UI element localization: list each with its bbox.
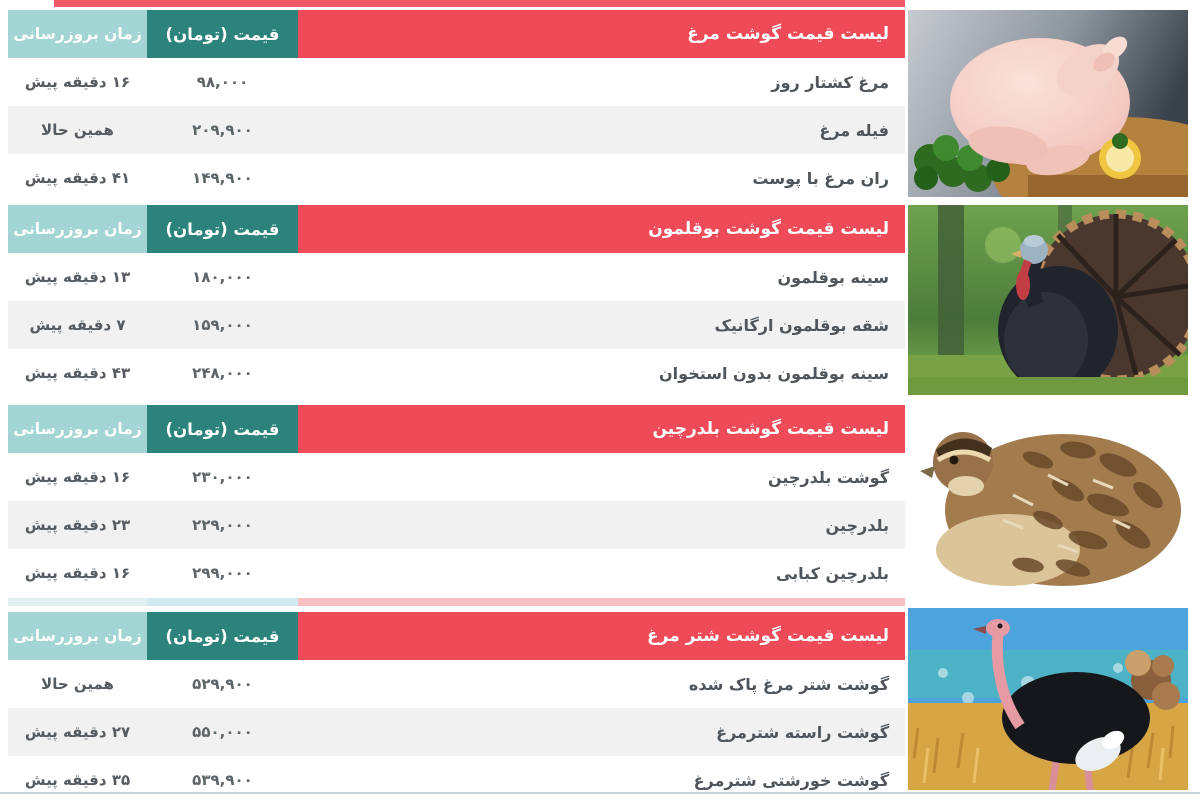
bottom-margin bbox=[0, 794, 1200, 800]
table-title-label: لیست قیمت گوشت شتر مرغ bbox=[647, 626, 889, 646]
price-cell: ۵۳۹,۹۰۰ bbox=[192, 771, 253, 789]
top-red-strip bbox=[54, 0, 905, 7]
update-time-cell: ۳۵ دقیقه پیش bbox=[24, 771, 131, 789]
faded-header-strip bbox=[8, 598, 905, 606]
table-header-row bbox=[8, 405, 905, 453]
product-name-cell: فیله مرغ bbox=[819, 120, 889, 140]
time-column-header: زمان بروزرسانی bbox=[8, 10, 147, 58]
update-time-cell: ۱۶ دقیقه پیش bbox=[24, 73, 131, 91]
table-row bbox=[8, 154, 905, 202]
price-cell: ۲۹۹,۰۰۰ bbox=[192, 564, 253, 582]
quail-bird-photo bbox=[908, 400, 1188, 593]
update-time-cell: همین حالا bbox=[41, 121, 114, 139]
price-cell: ۱۵۹,۰۰۰ bbox=[192, 316, 253, 334]
faded-teal-segment bbox=[147, 598, 298, 606]
table-title bbox=[298, 612, 905, 660]
table-title-label: لیست قیمت گوشت بوقلمون bbox=[648, 219, 889, 239]
update-time-cell: ۴۱ دقیقه پیش bbox=[24, 169, 131, 187]
price-table-turkey bbox=[8, 205, 905, 397]
table-row bbox=[8, 58, 905, 106]
product-name-cell: گوشت خورشتی شترمرغ bbox=[693, 770, 889, 790]
table-row bbox=[8, 301, 905, 349]
faded-light-teal-segment bbox=[8, 598, 147, 606]
price-cell: ۲۳۰,۰۰۰ bbox=[192, 468, 253, 486]
price-column-header: قیمت (تومان) bbox=[147, 10, 298, 58]
price-table-chicken bbox=[8, 10, 905, 202]
product-name-cell: بلدرچین bbox=[825, 515, 889, 535]
update-time-cell: ۷ دقیقه پیش bbox=[29, 316, 126, 334]
chicken-illustration bbox=[908, 10, 1188, 197]
table-row bbox=[8, 501, 905, 549]
table-row bbox=[8, 549, 905, 597]
time-column-header: زمان بروزرسانی bbox=[8, 405, 147, 453]
price-table-ostrich bbox=[8, 612, 905, 804]
time-column-header: زمان بروزرسانی bbox=[8, 612, 147, 660]
table-row bbox=[8, 253, 905, 301]
price-column-header: قیمت (تومان) bbox=[147, 205, 298, 253]
product-name-cell: گوشت راسته شترمرغ bbox=[716, 722, 889, 742]
price-table-quail bbox=[8, 405, 905, 597]
update-time-cell: همین حالا bbox=[41, 675, 114, 693]
table-row bbox=[8, 349, 905, 397]
update-time-cell: ۴۳ دقیقه پیش bbox=[24, 364, 131, 382]
quail-illustration bbox=[908, 400, 1188, 593]
update-time-cell: ۱۳ دقیقه پیش bbox=[24, 268, 131, 286]
price-column-header: قیمت (تومان) bbox=[147, 405, 298, 453]
product-name-cell: بلدرچین کبابی bbox=[775, 563, 889, 583]
table-title bbox=[298, 205, 905, 253]
table-row bbox=[8, 708, 905, 756]
product-name-cell: سینه بوقلمون bbox=[777, 267, 889, 287]
product-name-cell: شقه بوقلمون ارگانیک bbox=[714, 315, 889, 335]
price-cell: ۵۵۰,۰۰۰ bbox=[192, 723, 253, 741]
raw-whole-chicken-photo bbox=[908, 10, 1188, 197]
product-name-cell: سینه بوقلمون بدون استخوان bbox=[659, 363, 889, 383]
price-cell: ۹۸,۰۰۰ bbox=[196, 73, 249, 91]
product-name-cell: گوشت شتر مرغ پاک شده bbox=[688, 674, 889, 694]
price-cell: ۲۰۹,۹۰۰ bbox=[192, 121, 253, 139]
price-cell: ۲۲۹,۰۰۰ bbox=[192, 516, 253, 534]
turkey-illustration bbox=[908, 205, 1188, 395]
price-column-header: قیمت (تومان) bbox=[147, 612, 298, 660]
table-row bbox=[8, 660, 905, 708]
table-title-label: لیست قیمت گوشت بلدرچین bbox=[652, 419, 889, 439]
update-time-cell: ۲۳ دقیقه پیش bbox=[24, 516, 131, 534]
faded-red-segment bbox=[298, 598, 905, 606]
price-cell: ۱۸۰,۰۰۰ bbox=[192, 268, 253, 286]
ostrich-illustration bbox=[908, 608, 1188, 790]
update-time-cell: ۱۶ دقیقه پیش bbox=[24, 468, 131, 486]
product-name-cell: مرغ کشتار روز bbox=[771, 72, 889, 92]
table-title-label: لیست قیمت گوشت مرغ bbox=[687, 24, 889, 44]
ostrich-bird-photo bbox=[908, 608, 1188, 790]
time-column-header: زمان بروزرسانی bbox=[8, 205, 147, 253]
turkey-bird-photo bbox=[908, 205, 1188, 395]
product-name-cell: گوشت بلدرچین bbox=[767, 467, 889, 487]
table-title bbox=[298, 405, 905, 453]
update-time-cell: ۲۷ دقیقه پیش bbox=[24, 723, 131, 741]
table-title bbox=[298, 10, 905, 58]
price-cell: ۲۴۸,۰۰۰ bbox=[192, 364, 253, 382]
table-header-row bbox=[8, 205, 905, 253]
table-row bbox=[8, 106, 905, 154]
table-header-row bbox=[8, 612, 905, 660]
price-cell: ۱۴۹,۹۰۰ bbox=[192, 169, 253, 187]
update-time-cell: ۱۶ دقیقه پیش bbox=[24, 564, 131, 582]
table-row bbox=[8, 453, 905, 501]
table-header-row bbox=[8, 10, 905, 58]
product-name-cell: ران مرغ با پوست bbox=[752, 168, 889, 188]
price-cell: ۵۲۹,۹۰۰ bbox=[192, 675, 253, 693]
